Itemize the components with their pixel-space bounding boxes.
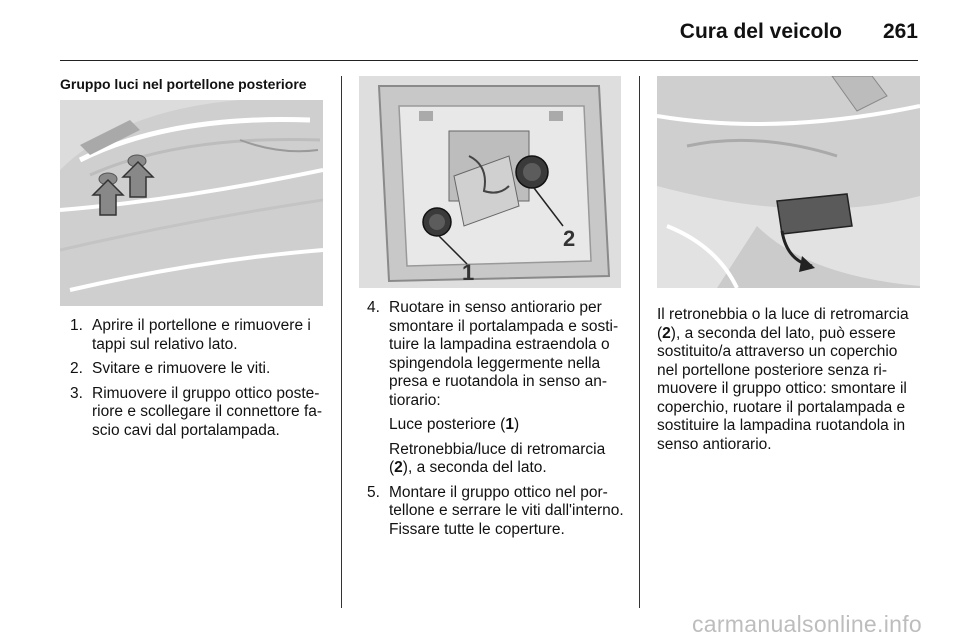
step-number: 2. bbox=[70, 360, 83, 377]
list-item bbox=[367, 299, 629, 478]
middle-steps-list bbox=[367, 299, 629, 545]
list-item bbox=[367, 484, 629, 540]
step-text: Aprire il portellone e rimuovere i tappi sul relativo lato. bbox=[92, 317, 311, 353]
step-number: 1. bbox=[70, 317, 83, 334]
list-item bbox=[70, 360, 334, 379]
page-number: 261 bbox=[882, 20, 918, 43]
callout-ref-2: 2 bbox=[662, 324, 671, 342]
left-steps-list bbox=[70, 317, 334, 446]
column-divider-left bbox=[341, 76, 342, 608]
section-title: Gruppo luci nel portellone posteriore bbox=[60, 76, 307, 92]
sub-item-tail-light: Luce posteriore (1) bbox=[389, 416, 520, 433]
lamp-holder-illustration bbox=[359, 76, 621, 288]
list-item bbox=[70, 317, 334, 354]
watermark: carmanualsonline.info bbox=[691, 611, 922, 637]
step-number: 5. bbox=[367, 483, 380, 501]
list-item bbox=[70, 385, 334, 441]
right-paragraph: Il retronebbia o la luce di retromarcia (2), a seconda del lato, può essere sostituito/a attraverso un coperchio nel portellone posteriore senza ri-muovere il gruppo ottico: smontare il coperchio, ruotare il portalampada e sostituire la lampadina ruotandola in senso antiorario. bbox=[657, 306, 909, 453]
page-header-title: Cura del veicolo bbox=[679, 20, 842, 43]
step-number: 3. bbox=[70, 384, 83, 402]
step-number: 4. bbox=[367, 299, 380, 316]
callout-2: 2 bbox=[563, 226, 576, 251]
callout-ref-1: 1 bbox=[505, 416, 514, 433]
column-divider-right bbox=[639, 76, 640, 608]
tailgate-illustration bbox=[60, 100, 323, 306]
header-divider bbox=[60, 60, 918, 61]
sub-item-fog-reverse: Retronebbia/luce di retromarcia (2), a seconda del lato. bbox=[389, 440, 606, 476]
callout-1: 1 bbox=[462, 260, 475, 285]
step-text: Svitare e rimuovere le viti. bbox=[92, 360, 271, 377]
step-text: Montare il gruppo ottico nel por-tellone e serrare le viti dall'interno. Fissare tutte le coperture. bbox=[389, 483, 624, 538]
step-text: Rimuovere il gruppo ottico poste-riore e scollegare il connettore fa-scio cavi dal portalampada. bbox=[92, 384, 323, 439]
callout-ref-2: 2 bbox=[394, 459, 403, 476]
step-text: Ruotare in senso antiorario per smontare il portalampada e sosti-tuire la lampadina estraendola o spingendola leggermente nella presa e ruotandola in senso an-tiorario: bbox=[389, 299, 619, 409]
cover-removal-illustration bbox=[657, 76, 920, 288]
